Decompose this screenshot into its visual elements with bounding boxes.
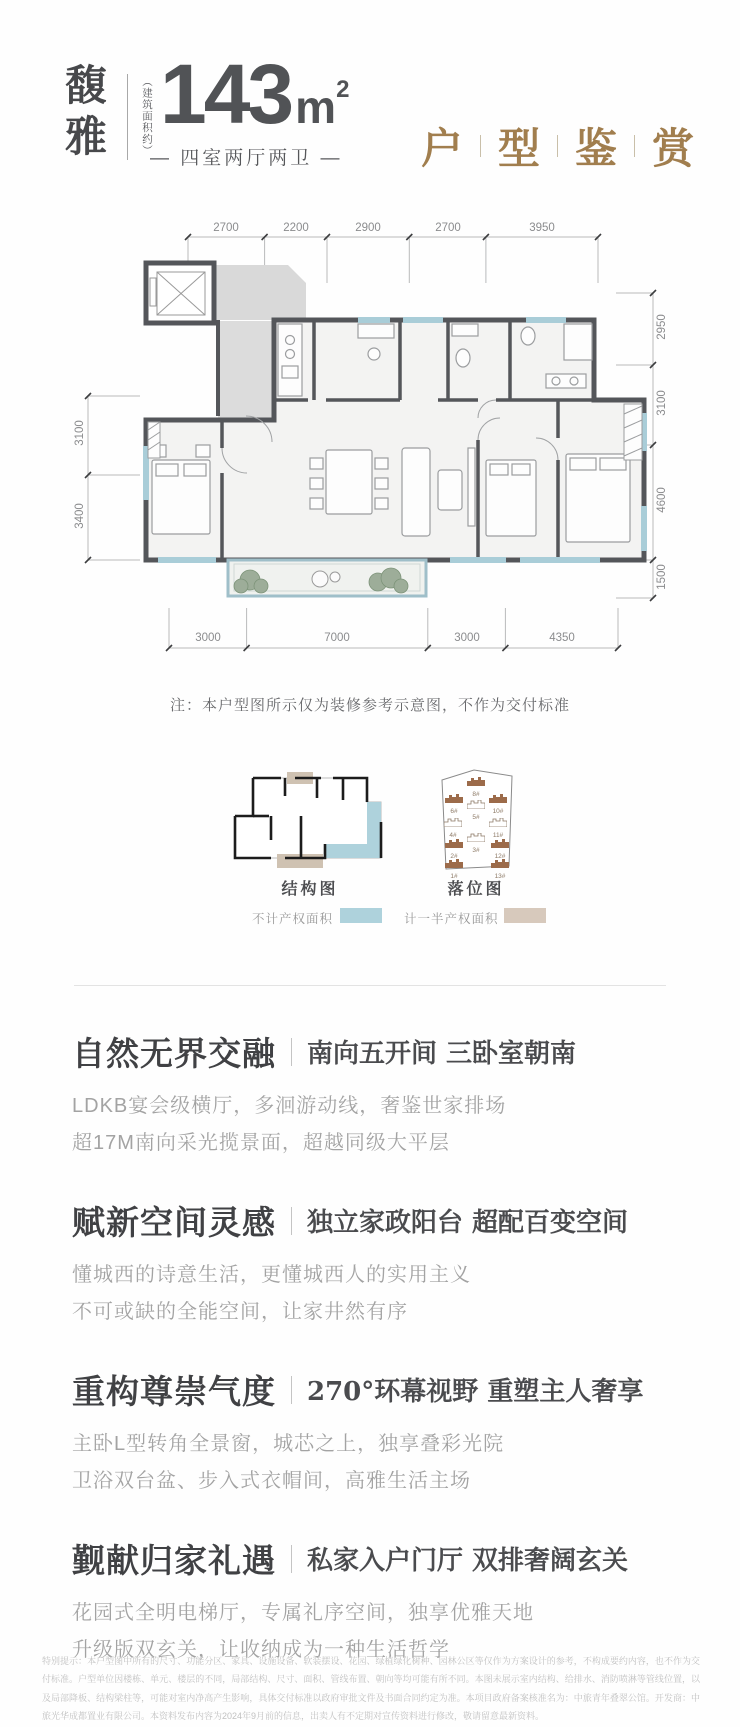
series-char: 型 — [497, 124, 540, 173]
structure-diagram — [225, 770, 393, 870]
dim-bottom-4: 4350 — [549, 632, 575, 644]
section-body-line: 主卧L型转角全景窗，城芯之上，独享叠彩光院 — [72, 1433, 505, 1455]
section-title-divider — [291, 1038, 292, 1066]
dim-bottom-1: 3000 — [195, 632, 221, 644]
dim-right-3: 4600 — [656, 487, 668, 513]
legend-swatch-blue — [340, 908, 382, 923]
site-building: 4# — [443, 814, 463, 839]
section-2 — [72, 1197, 682, 1331]
section-title: 自然无界交融 — [72, 1034, 276, 1073]
series-divider — [480, 135, 481, 157]
section-4 — [72, 1535, 682, 1669]
project-name: 馥雅 — [64, 61, 107, 161]
section-subtitle: 南向五开间 三卧室朝南 — [307, 1039, 577, 1069]
section-body-line: 升级版双玄关，让收纳成为一种生活哲学 — [72, 1639, 450, 1661]
series-char: 赏 — [651, 124, 694, 173]
floorplan — [58, 208, 690, 670]
section-title: 觐献归家礼遇 — [72, 1541, 276, 1580]
rooms-label: — 四室两厅两卫 — — [150, 148, 343, 169]
site-map-buildings — [436, 768, 516, 880]
area-unit: m — [295, 81, 337, 133]
dim-right-1: 2950 — [656, 314, 668, 340]
series-title — [421, 116, 694, 176]
section-body-line: 卫浴双台盆、步入式衣帽间，高雅生活主场 — [72, 1470, 471, 1492]
section-subtitle: 270°环幕视野 重塑主人奢享 — [307, 1377, 644, 1407]
copy-sections — [72, 1028, 682, 1704]
legend-swatch-tan — [504, 908, 546, 923]
series-divider — [634, 135, 635, 157]
area-superscript: 2 — [336, 76, 350, 103]
area-prefix-label: （建筑面积约） — [141, 76, 153, 157]
section-body-line: 懂城西的诗意生活，更懂城西人的实用主义 — [72, 1264, 471, 1286]
site-building: 13# — [490, 855, 510, 880]
section-body-line: 花园式全明电梯厅，专属礼序空间，独享优雅天地 — [72, 1602, 534, 1624]
site-building: 10# — [488, 790, 508, 815]
section-title-divider — [291, 1545, 292, 1573]
site-building: 1# — [444, 855, 464, 880]
section-title-divider — [291, 1207, 292, 1235]
legend-label-no-property: 不计产权面积 — [252, 912, 334, 926]
section-subtitle: 独立家政阳台 超配百变空间 — [307, 1208, 629, 1238]
section-3 — [72, 1366, 682, 1500]
dim-right-2: 3100 — [656, 390, 668, 416]
dim-left-1: 3100 — [74, 420, 86, 446]
section-title: 赋新空间灵感 — [72, 1203, 276, 1242]
section-subtitle: 私家入户门厅 双排奢阔玄关 — [307, 1546, 629, 1576]
section-body-line: 不可或缺的全能空间，让家井然有序 — [72, 1301, 408, 1323]
dim-top-1: 2700 — [213, 222, 239, 234]
floorplan-note: 注：本户型图所示仅为装修参考示意图，不作为交付标准 — [169, 697, 570, 714]
dim-top-2: 2200 — [283, 222, 309, 234]
site-caption: 落位图 — [447, 881, 505, 898]
floorplan-drawing — [58, 208, 690, 670]
section-body-line: 超17M南向采光揽景面，超越同级大平层 — [72, 1132, 450, 1154]
site-building: 6# — [444, 790, 464, 815]
dim-top-5: 3950 — [529, 222, 555, 234]
header-divider — [127, 74, 128, 160]
site-building: 5# — [466, 796, 486, 821]
section-title-divider — [291, 1376, 292, 1404]
area-value: 143 — [160, 47, 292, 141]
dim-bottom-3: 3000 — [454, 632, 480, 644]
dim-right-4: 1500 — [656, 564, 668, 590]
disclaimer: 特别提示：本户型图中所有的尺寸、功能分区、家具、设施设备、软装摆设、花园、绿植绿化树种、园林公区等仅作为方案设计的参考，不构成要约内容，也不作为交付标准。户型单位因楼栋、单元、楼层的不同，局部结构、尺寸、面积、管线布置、朝向等均可能有所不同。本图未展示室内结构、给排水、消防喷淋等管线位置，以及局部降板、结构梁柱等，可能对室内净高产生影响，具体交付标准以政府审批文件及书面合同约定为准。本项目政府备案核准名为：中旅青年叠翠公馆。开发商：中旅光华成都置业有限公司。本资料发布内容为2024年9月前的信息，出卖人有不定期对宣传资料进行修改，敬请留意最新资料。 — [42, 1656, 700, 1722]
site-building: 2# — [444, 835, 464, 860]
area-figure — [160, 47, 350, 141]
site-building: 8# — [466, 773, 486, 798]
series-char: 户 — [420, 124, 463, 173]
series-divider — [557, 135, 558, 157]
site-building: 12# — [490, 835, 510, 860]
dim-top-3: 2900 — [355, 222, 381, 234]
dim-top-4: 2700 — [435, 222, 461, 234]
section-body-line: LDKB宴会级横厅，多洄游动线，奢鉴世家排场 — [72, 1095, 507, 1117]
site-building: 3# — [466, 829, 486, 854]
legend-label-half-property: 计一半产权面积 — [404, 912, 499, 926]
section-divider — [74, 985, 666, 986]
structure-caption: 结构图 — [281, 881, 339, 898]
section-title: 重构尊崇气度 — [72, 1372, 276, 1411]
dim-bottom-2: 7000 — [324, 632, 350, 644]
series-char: 鉴 — [574, 124, 617, 173]
site-building: 11# — [488, 814, 508, 839]
site-map — [436, 768, 516, 880]
section-1 — [72, 1028, 682, 1162]
dim-left-2: 3400 — [74, 503, 86, 529]
